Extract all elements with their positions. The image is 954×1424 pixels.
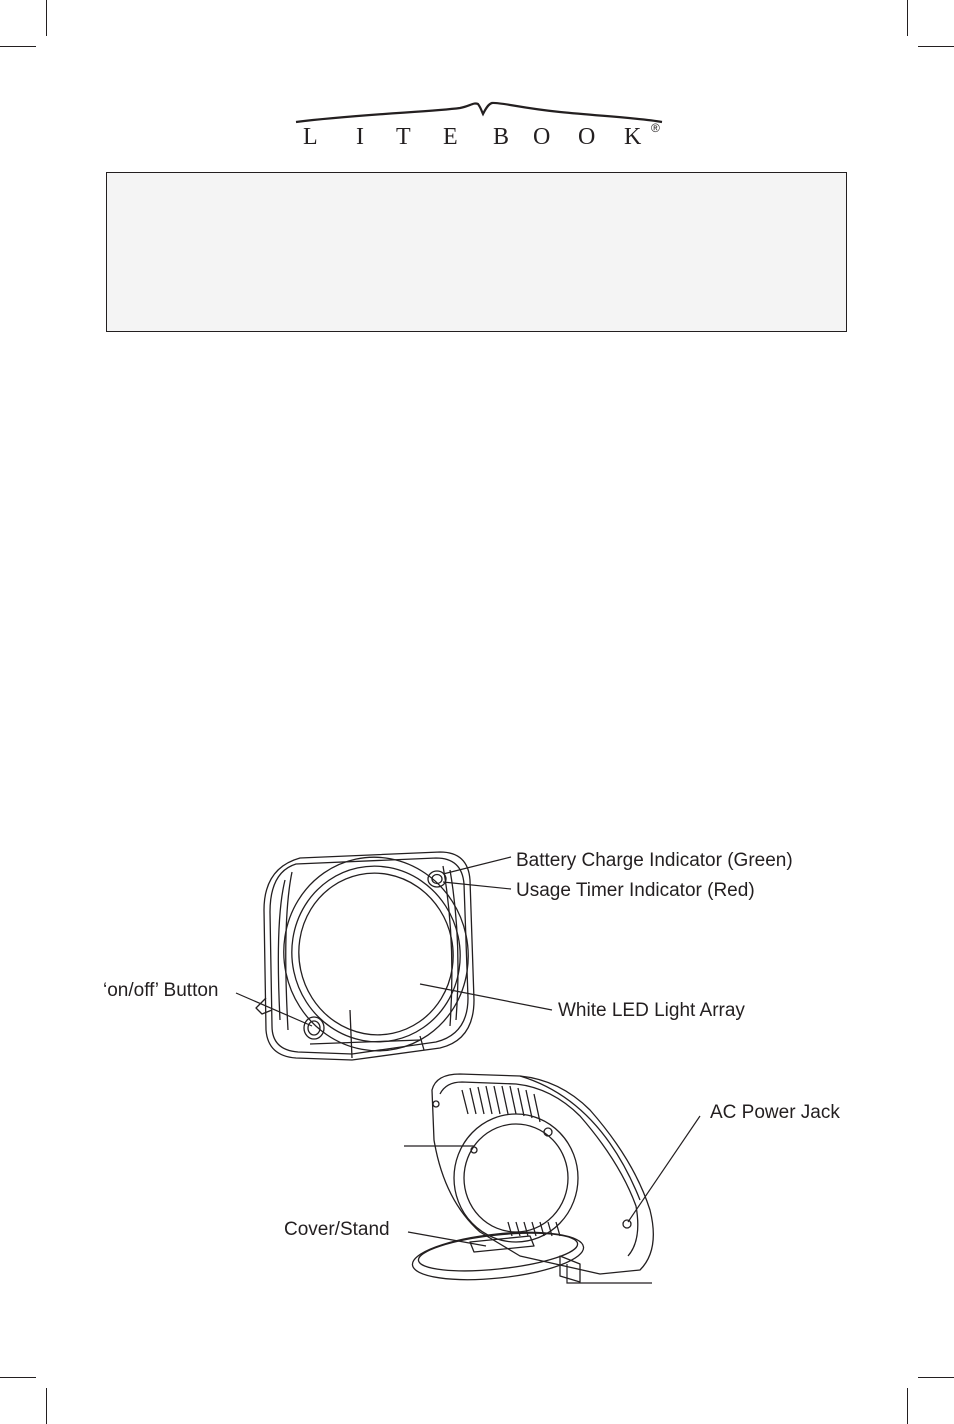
brand-letter: O [578,124,596,150]
led-array-lens [276,850,477,1057]
brand-letter: I [356,124,364,150]
brand-letter: T [396,124,411,150]
leader-line-battery [443,857,511,874]
leader-line-on-off [236,993,312,1026]
ac-power-jack-shape [623,1220,631,1228]
label-battery-indicator: Battery Charge Indicator (Green) [516,850,793,871]
label-led-array: White LED Light Array [558,1000,745,1021]
brand-letter: K [624,124,642,150]
brand-letter: E [443,124,458,150]
label-usage-timer: Usage Timer Indicator (Red) [516,880,755,901]
brand-letter: B [493,124,510,150]
on-off-button-shape [304,1017,324,1039]
label-on-off-button: ‘on/off’ Button [103,980,219,1001]
registered-mark: ® [651,121,660,135]
leader-line-led [420,984,552,1010]
brand-letter: L [303,124,318,150]
front-device-body [264,852,474,1060]
brand-letter: O [533,124,551,150]
label-cover-stand: Cover/Stand [284,1219,390,1240]
leader-line-ac-jack [628,1116,700,1222]
label-ac-power-jack: AC Power Jack [710,1102,840,1123]
